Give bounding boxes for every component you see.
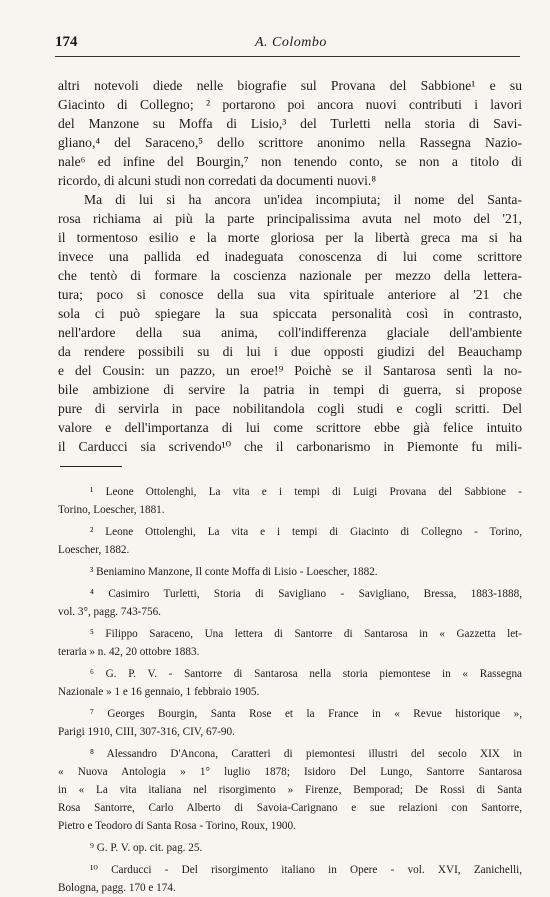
footnote-line: Bologna, pagg. 170 e 174. xyxy=(58,882,176,894)
footnote-line: Torino, Loescher, 1881. xyxy=(58,504,165,516)
body-line: nale⁶ ed infine del Bourgin,⁷ non tenendo conto, se non a titolo di xyxy=(58,154,522,169)
footnote-line: ⁹ G. P. V. op. cit. pag. 25. xyxy=(90,842,203,854)
footnotes xyxy=(58,483,522,897)
body-line: Ma di lui si ha ancora un'idea incompiuta; il nome del Santa- xyxy=(84,192,522,207)
footnote-line: Pietro e Teodoro di Santa Rosa - Torino, Roux, 1900. xyxy=(58,820,296,832)
footnote-line: in « La vita italiana nel risorgimento » Firenze, Bemporad; De Rossi di Santa xyxy=(58,784,522,796)
footnote-line: Loescher, 1882. xyxy=(58,544,130,556)
footnote-line: ² Leone Ottolenghi, La vita e i tempi di Giacinto di Collegno - Torino, xyxy=(90,526,522,538)
footnote-line: vol. 3°, pagg. 743-756. xyxy=(58,606,161,618)
body-line: che tentò di formare la coscienza nazionale per mezzo della lettera- xyxy=(58,268,522,283)
body-text xyxy=(58,76,522,456)
footnote-line: Parigi 1910, CIII, 307-316, CIV, 67-90. xyxy=(58,726,235,738)
body-line: nell'ardore della sua anima, coll'indifferenza glaciale dell'ambiente xyxy=(58,325,522,340)
footnote-line: ⁸ Alessandro D'Ancona, Caratteri di piemontesi illustri del secolo XIX in xyxy=(90,748,522,760)
body-line: valore e dell'importanza di lui come scrittore ebbe già felice intuito xyxy=(58,420,522,435)
body-line: pure di servirla in pace nobilitandola cogli studi e cogli scritti. Del xyxy=(58,401,522,416)
body-line: ricordo, di alcuni studi non corredati da documenti nuovi.⁸ xyxy=(58,173,377,188)
footnote-line: Nazionale » 1 e 16 gennaio, 1 febbraio 1905. xyxy=(58,686,260,698)
footnote-line: ⁶ G. P. V. - Santorre di Santarosa nella storia piemontese in « Rassegna xyxy=(90,668,522,680)
footnote-line: ³ Beniamino Manzone, Il conte Moffa di Lisio - Loescher, 1882. xyxy=(90,566,378,578)
footnote-line: ⁷ Georges Bourgin, Santa Rose et la France in « Revue historique », xyxy=(90,708,522,720)
body-line: il Carducci sia scrivendo¹⁰ che il carbonarismo in Piemonte fu mili- xyxy=(58,439,522,454)
body-line: rosa richiama ai più la parte principalissima avuta nel moto del '21, xyxy=(58,211,522,226)
body-line: tura; poco si conosce della sua vita spirituale anteriore al '21 che xyxy=(58,287,522,302)
running-head: A. Colombo xyxy=(255,35,327,50)
body-line: sola ci può spiegare la sua spiccata personalità così in contrasto, xyxy=(58,306,522,321)
body-line: bile ambizione di servire la patria in tempi di guerra, si propose xyxy=(58,382,522,397)
body-line: del Manzone su Moffa di Lisio,³ del Turletti nella storia di Savi- xyxy=(58,116,522,131)
body-line: e del Cousin: un pazzo, un eroe!⁹ Poichè se il Santarosa sentì la no- xyxy=(58,363,522,378)
footnote-line: ¹⁰ Carducci - Del risorgimento italiano in Opere - vol. XVI, Zanichelli, xyxy=(90,864,522,876)
footnote-line: « Nuova Antologia » 1° luglio 1878; Isidoro Del Lungo, Santorre Santarosa xyxy=(58,766,522,778)
page-header xyxy=(55,34,520,56)
footnote-line: ⁴ Casimiro Turletti, Storia di Savigliano - Savigliano, Bressa, 1883-1888, xyxy=(90,588,522,600)
footnote-line: ¹ Leone Ottolenghi, La vita e i tempi di Luigi Provana del Sabbione - xyxy=(90,486,522,498)
body-line: da rendere possibili su di lui i due opposti giudizi del Beauchamp xyxy=(58,344,522,359)
body-line: gliano,⁴ del Saraceno,⁵ dello scrittore anonimo nella Rassegna Nazio- xyxy=(58,135,522,150)
body-line: invece una pallida ed inadeguata conoscenza di lui come scrittore xyxy=(58,249,522,264)
body-line: il tormentoso esilio e la morte gloriosa per la libertà greca ma si ha xyxy=(58,230,522,245)
body-line: altri notevoli diede nelle biografie sul Provana del Sabbione¹ e su xyxy=(58,78,522,93)
footnote-line: Rosa Santorre, Carlo Alberto di Savoia-Carignano e sue relazioni con Santorre, xyxy=(58,802,522,814)
footnote-line: teraria » n. 42, 20 ottobre 1883. xyxy=(58,646,200,658)
body-line: Giacinto di Collegno; ² portarono poi ancora nuovi contributi i lavori xyxy=(58,97,522,112)
page-number: 174 xyxy=(55,34,78,50)
footnote-line: ⁵ Filippo Saraceno, Una lettera di Santorre di Santarosa in « Gazzetta let- xyxy=(90,628,522,640)
footnote-rule xyxy=(60,466,122,467)
header-rule xyxy=(55,56,520,57)
